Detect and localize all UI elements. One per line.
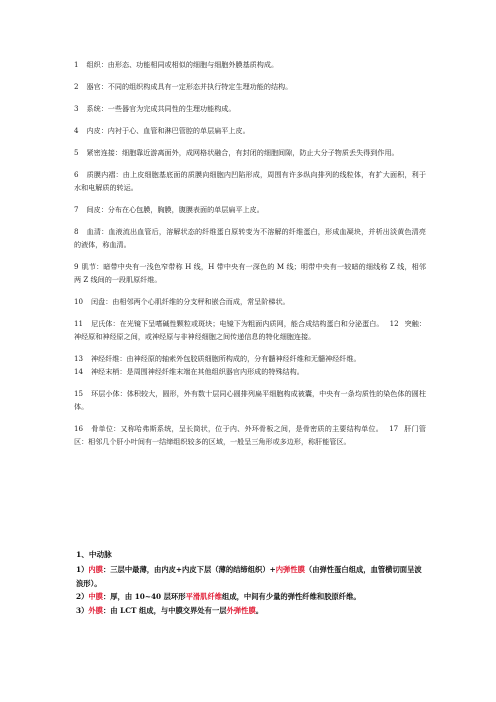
- highlight-term: 中膜: [88, 592, 103, 601]
- definition-item: 1 组织：由形态、功能相同或相似的细胞与细胞外膜基质构成。: [74, 60, 279, 69]
- definition-item: 15 环层小体：体积较大，圆形，外有数十层同心圆排列扁平细胞构成被囊，中央有一条均质性的染色体的圆柱体。: [74, 389, 426, 411]
- section-heading: 1、中动脉: [76, 550, 112, 559]
- highlight-term: 内弹性膜: [275, 565, 305, 574]
- definition-list: [74, 58, 426, 457]
- definition-item: 7 间皮：分布在心包膜，胸膜，腹膜表面的单层扁平上皮。: [74, 205, 264, 214]
- definition-item: 9 肌节：暗带中央有一浅色窄带称 H 线，H 带中央有一深色的 M 线；明带中央有一较暗的细线称 Z 线，相邻两 Z 线间的一段肌原纤维。: [74, 262, 426, 284]
- highlight-term: 内膜: [88, 565, 103, 574]
- highlight-term: 平滑肌纤维: [185, 592, 223, 601]
- definition-item: 8 血清：血液流出血管后，溶解状态的纤维蛋白原转变为不溶解的纤维蛋白，形成血凝块，并析出淡黄色清亮的液体，称血清。: [74, 227, 426, 249]
- definition-item: 2 器官：不同的组织构成具有一定形态并执行特定生理功能的结构。: [74, 82, 293, 91]
- highlight-term: 外膜: [88, 605, 103, 615]
- definition-item: 13 神经纤维：由神经原的轴索外包胶质细胞所构成的，分有髓神经纤维和无髓神经纤维。: [74, 354, 361, 363]
- definition-item: 6 质膜内褶：由上皮细胞基底面的质膜向细胞内凹陷形成，周围有许多纵向排列的线粒体，有扩大面积，利于水和电解质的转运。: [74, 170, 426, 192]
- definition-item: 10 闰盘：由相邻两个心肌纤维的分支秤和嵌合而成，常呈阶梯状。: [74, 297, 290, 306]
- highlight-term: 外弹性膜: [226, 605, 256, 615]
- medium-artery-section: [76, 548, 428, 617]
- definition-item: 14 神经末梢：是周围神经纤维末端在其他组织器官内形成的特殊结构。: [74, 367, 304, 376]
- tunica-media-line: 2）中膜：厚，由 10~40 层环形平滑肌纤维组成，中间有少量的弹性纤维和胶原纤维。: [76, 592, 361, 601]
- tunica-intima-line: 1）内膜：三层中最薄，由内皮+内皮下层（薄的结缔组织）+内弹性膜（由弹性蛋白组成，血管横切面呈波浪形）。: [76, 565, 422, 588]
- definition-item: 11 尼氏体：在光镜下呈嗜碱性颗粒或斑块；电镜下为粗面内质网，能合成结构蛋白和分泌蛋白。 12 突触：神经原和神经原之间，或神经原与非神经细胞之间传递信息的特化细胞连接。: [74, 319, 427, 341]
- definition-item: 16 骨单位：又称哈弗斯系统，呈长筒状，位于内、外环骨板之间，是骨密质的主要结构单位。 17 肝门管区：相邻几个肝小叶间有一结缔组织较多的区域，一般呈三角形或多边形，称肝能管区。: [74, 424, 426, 446]
- tunica-adventitia-line: 3）外膜：由 LCT 组成，与中膜交界处有一层外弹性膜。: [76, 605, 264, 615]
- definition-item: 5 紧密连接：细胞靠近游离面外，成网格状融合，有封闭的细胞间隙，防止大分子物质丢失得到作用。: [74, 148, 399, 157]
- definition-item: 3 系统：一些器官为完成共同性的生理功能构成。: [74, 104, 236, 113]
- definition-item: 4 内皮：内衬于心、血管和淋巴管腔的单层扁平上皮。: [74, 126, 250, 135]
